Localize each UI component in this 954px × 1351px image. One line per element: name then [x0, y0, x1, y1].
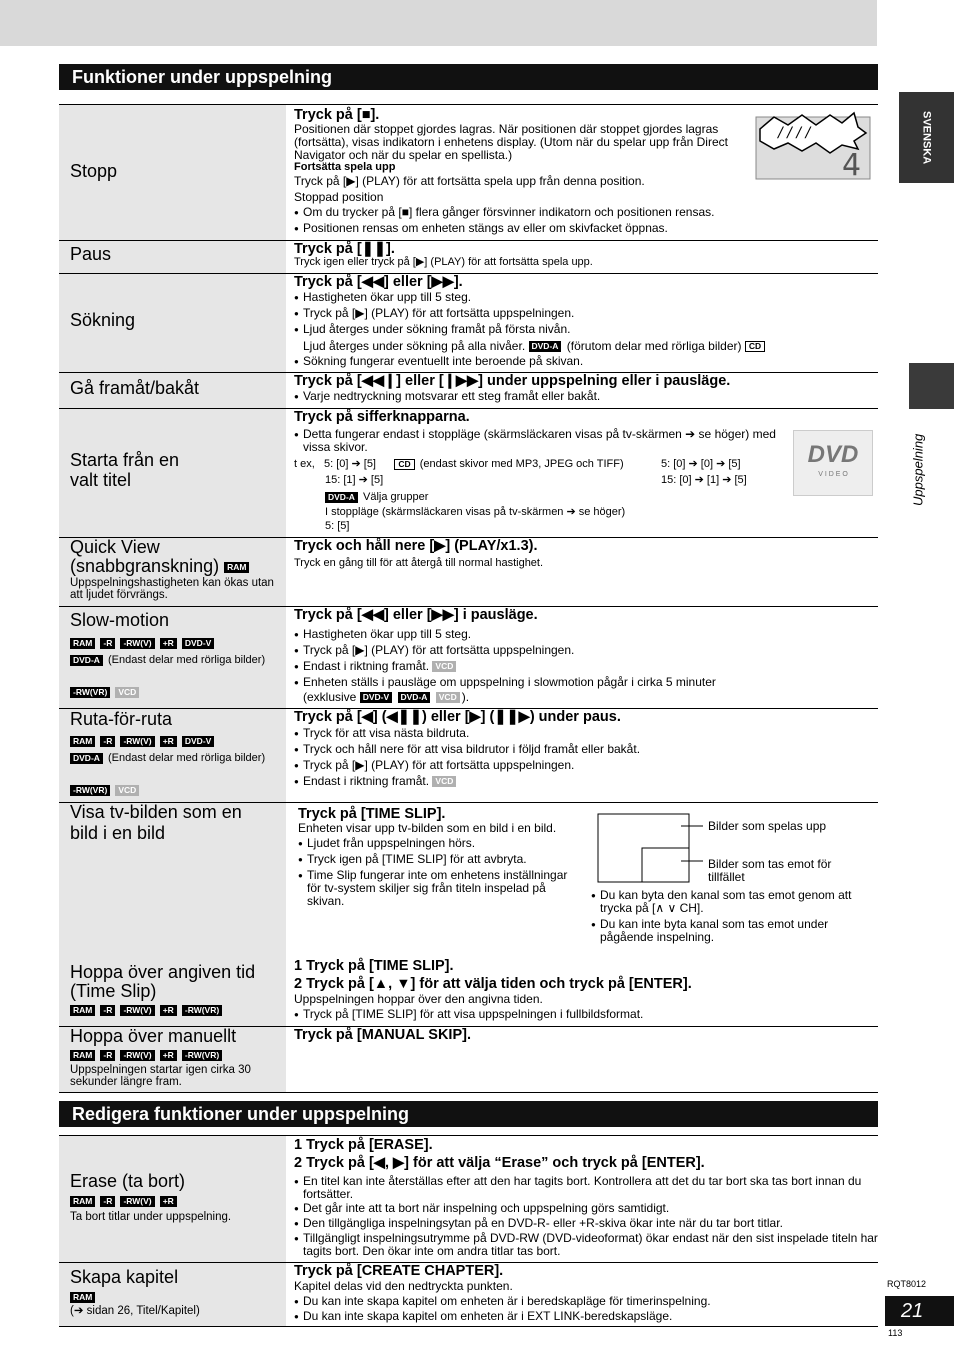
- row-quick-view: [59, 537, 878, 606]
- description: Ljud återges under sökning på alla nivåer.: [303, 339, 526, 353]
- bullet: Endast i riktning framåt.: [303, 774, 430, 788]
- page-number: 21: [885, 1296, 954, 1326]
- disc-badge-r: -R: [100, 638, 115, 649]
- disc-badge-ram: RAM: [70, 1292, 95, 1303]
- row-stop: [59, 104, 878, 240]
- section-header-playback: Funktioner under uppspelning: [59, 64, 878, 90]
- diagram-label-received: Bilder som tas emot för tillfället: [708, 857, 832, 884]
- instruction-step: 2 Tryck på [▲, ▼] för att välja tiden och tryck på [ENTER].: [294, 976, 692, 992]
- disc-badge-rwv: -RW(V): [120, 1005, 154, 1016]
- bullet: ● Ljudet från uppspelningen hörs.: [298, 837, 475, 850]
- bullet: ● Hastigheten ökar upp till 5 steg.: [294, 628, 471, 641]
- diagram-label-playback: Bilder som spelas upp: [708, 819, 827, 833]
- bullet: ● Tryck på [▶] (PLAY) för att fortsätta uppspelningen.: [294, 307, 574, 320]
- disc-badge-vcd: VCD: [115, 785, 139, 796]
- bullet: ● Du kan inte byta kanal som tas emot under pågående inspelning.: [591, 918, 875, 944]
- function-note: Uppspelningshastigheten kan ökas utan att ljudet förvrängs.: [70, 577, 274, 601]
- disc-badge-r: -R: [100, 1050, 115, 1061]
- display-indicator-illustration: [754, 109, 874, 183]
- disc-badge-ram: RAM: [70, 1005, 95, 1016]
- instruction: Tryck på [CREATE CHAPTER].: [294, 1263, 504, 1279]
- dvd-logo-subtext: V I D E O: [818, 471, 848, 478]
- svg-text:/ / / /: / / / /: [778, 125, 811, 141]
- disc-badge-ram: RAM: [70, 1050, 95, 1061]
- disc-badge-vcd: VCD: [115, 687, 139, 698]
- row-pause: [59, 240, 878, 273]
- disc-badge-r: -R: [100, 1005, 115, 1016]
- row-create-chapter: [59, 1262, 878, 1327]
- instruction: Tryck på [◀◀] eller [▶▶].: [294, 274, 463, 290]
- disc-badge-dvda: DVD-A: [325, 492, 358, 503]
- description: Tryck igen eller tryck på [▶] (PLAY) för att fortsätta spela upp.: [294, 256, 593, 268]
- row-erase: [59, 1135, 878, 1262]
- bullet: ● Den tillgängliga inspelningsytan på en DVD-R- eller +R-skiva ökar inte när du tar bort titlar.: [294, 1217, 783, 1230]
- description: Tryck en gång till för att återgå till normal hastighet.: [294, 557, 544, 569]
- function-note: (➔ sidan 26, Titel/Kapitel): [70, 1305, 200, 1317]
- bullet: ● Varje nedtryckning motsvarar ett steg framåt eller bakåt.: [294, 390, 600, 403]
- disc-badge-rwvr: -RW(VR): [70, 785, 110, 796]
- disc-badge-ram: RAM: [70, 736, 95, 747]
- description: Tryck på [▶] (PLAY) för att fortsätta spela upp från denna position.: [294, 174, 645, 188]
- function-name: Slow-motion: [70, 610, 170, 630]
- disc-badge-vcd: VCD: [432, 776, 456, 787]
- function-name: Hoppa över angiven tid: [70, 962, 256, 982]
- bullet: Endast i riktning framåt.: [303, 659, 430, 673]
- bullet: ● Tryck för att visa nästa bildruta.: [294, 727, 469, 740]
- disc-badge-dvda: DVD-A: [70, 753, 103, 764]
- bullet: ● Positionen rensas om enheten stängs av eller om skivfacket öppnas.: [294, 222, 668, 235]
- example-label: t ex,: [294, 458, 315, 470]
- function-name: Ruta-för-ruta: [70, 709, 173, 729]
- bullet: ● Detta fungerar endast i stoppläge (skärmsläckaren visas på tv-skärmen ➔ se höger) med vissa skivor.: [294, 428, 783, 454]
- page-number-small: 113: [888, 1328, 903, 1338]
- description: Stoppad position: [294, 190, 384, 204]
- bullet: ● Tryck och håll nere för att visa bildrutor i följd framåt eller bakåt.: [294, 743, 640, 756]
- description: Enheten visar upp tv-bilden som en bild i en bild.: [298, 821, 557, 835]
- row-search: [59, 273, 878, 372]
- function-name: valt titel: [70, 470, 132, 490]
- disc-badge-plusr: +R: [160, 1005, 177, 1016]
- description: Positionen där stoppet gjordes lagras. När positionen där stoppet gjordes lagras (fortsätta), visas indikatorn i enhetens display. (Utom när du spelar upp från Direct Navigator och när du spelar en spellista.): [294, 122, 728, 162]
- function-name: Sökning: [70, 310, 136, 330]
- disc-badge-ram: RAM: [70, 638, 95, 649]
- function-note: (Endast delar med rörliga bilder): [107, 752, 266, 764]
- function-name: Stopp: [70, 161, 118, 181]
- function-name: Paus: [70, 244, 112, 264]
- example: 5: [5]: [325, 520, 350, 532]
- disc-badge-vcd: VCD: [432, 661, 456, 672]
- disc-badge-rwv: -RW(V): [120, 1050, 154, 1061]
- row-frame-by-frame: [59, 708, 878, 802]
- row-time-slip: [59, 802, 878, 1026]
- instruction: Tryck på [◀◀] eller [▶▶] i pausläge.: [294, 607, 538, 623]
- disc-badge-dvdv: DVD-V: [182, 638, 214, 649]
- disc-badge-plusr: +R: [160, 1050, 177, 1061]
- function-name: (Time Slip): [70, 981, 157, 1001]
- disc-badge-ram: RAM: [70, 1196, 95, 1207]
- document-code: RQT8012: [887, 1279, 927, 1289]
- instruction: Tryck på [◀◀❙] eller [❙▶▶] under uppspelning eller i pausläge.: [294, 373, 731, 389]
- instruction: Tryck på sifferknapparna.: [294, 409, 470, 425]
- description: I stoppläge (skärmsläckaren visas på tv-skärmen ➔ se höger): [325, 506, 626, 518]
- instruction: Tryck på [❚❚].: [294, 241, 395, 257]
- description: Uppspelningen hoppar över den angivna tiden.: [294, 992, 543, 1006]
- disc-badge-dvdv: DVD-V: [182, 736, 214, 747]
- disc-badge-rwv: -RW(V): [120, 638, 154, 649]
- row-skip: [59, 372, 878, 408]
- function-name: Gå framåt/bakåt: [70, 378, 200, 398]
- instruction: Tryck på [■].: [294, 107, 380, 123]
- disc-badge-rwvr: -RW(VR): [70, 687, 110, 698]
- example-note: (endast skivor med MP3, JPEG och TIFF): [419, 458, 624, 470]
- function-name: Hoppa över manuellt: [70, 1026, 237, 1046]
- function-name: Quick View: [70, 537, 160, 557]
- disc-badge-dvda: DVD-A: [529, 341, 562, 352]
- disc-badge-plusr: +R: [160, 1196, 177, 1207]
- disc-badge-rwv: -RW(V): [120, 736, 154, 747]
- subheading: Fortsätta spela upp: [294, 161, 396, 173]
- disc-badge-dvda: DVD-A: [398, 692, 431, 703]
- example: 15: [1] ➔ [5]: [325, 474, 384, 486]
- description: (exklusive: [303, 690, 357, 704]
- bullet: ● Sökning fungerar eventuellt inte beroende på skivan.: [294, 355, 583, 368]
- row-start-title: [59, 408, 878, 537]
- function-name: (snabbgranskning): [70, 556, 220, 576]
- description: Kapitel delas vid den nedtryckta punkten.: [294, 1279, 513, 1293]
- disc-badge-r: -R: [100, 736, 115, 747]
- instruction-step: 1 Tryck på [ERASE].: [294, 1137, 433, 1153]
- instruction: Tryck på [◀] (◀❚❚) eller [▶] (❚❚▶) under paus.: [294, 709, 621, 725]
- disc-badge-dvda: DVD-A: [70, 655, 103, 666]
- chapter-marker: [909, 363, 954, 409]
- disc-badge-cd: CD: [394, 459, 414, 470]
- bullet: ● En titel kan inte återställas efter att den har tagits bort. Kontrollera att det du tar bort ska tas bort innan du fortsätter.: [294, 1175, 873, 1201]
- bullet: ● Tryck på [TIME SLIP] för att visa uppspelningen i fullbildsformat.: [294, 1008, 643, 1021]
- instruction: Tryck på [MANUAL SKIP].: [294, 1027, 471, 1043]
- description: (förutom delar med rörliga bilder): [566, 339, 742, 353]
- bullet: ● Tryck igen på [TIME SLIP] för att avbryta.: [298, 853, 527, 866]
- disc-badge-r: -R: [100, 1196, 115, 1207]
- bullet: ● Ljud återges under sökning framåt på första nivån.: [294, 323, 571, 336]
- disc-badge-ram: RAM: [224, 562, 249, 573]
- bullet: ● Du kan inte skapa kapitel om enheten är i beredskapläge för timerinspelning.: [294, 1295, 711, 1308]
- example: 5: [0] ➔ [0] ➔ [5]: [661, 458, 741, 470]
- function-name: bild i en bild: [70, 823, 166, 843]
- row-slow-motion: Slow-motion RAM -R -RW(V) +R DVD-V DVD-A (Endast delar med rörliga bilder) -RW(VR) VCD Tryck på [◀◀] eller [▶▶] i pausläge. ● Hastigheten ökar upp till 5 steg. ● Tryck på [▶] (PLAY) för att fortsätta uppspelningen. ● Endast i riktning framåt. VCD ● Enheten ställs i pausläge om uppspelning i slowmotion pågår i cirka 5 minuter (exklusive DVD-V DVD-A VCD ).: [59, 606, 878, 708]
- bullet: ● Du kan inte skapa kapitel om enheten är i EXT LINK-beredskapsläge.: [294, 1310, 672, 1323]
- bullet: ● Det går inte att ta bort när inspelning och uppspelning görs samtidigt.: [294, 1202, 669, 1215]
- bullet: ● Tillgängligt inspelningsutrymme på DVD-RW (DVD-videoformat) ökar endast när den sist inspelade titeln har tagits bort. Den ökar inte om andra titlar tas bort.: [294, 1232, 878, 1258]
- disc-badge-plusr: +R: [160, 736, 177, 747]
- description: Välja grupper: [362, 491, 429, 503]
- disc-badge-dvdv: DVD-V: [360, 692, 392, 703]
- language-tab: [899, 92, 954, 183]
- instruction-step: 2 Tryck på [◀, ▶] för att välja “Erase” och tryck på [ENTER].: [294, 1155, 705, 1171]
- bullet: ● Enheten ställs i pausläge om uppspelning i slowmotion pågår i cirka 5 minuter: [294, 676, 716, 689]
- bullet: ● Time Slip fungerar inte om enhetens inställningar för tv-system skiljer sig från titeln inspelad på skivan.: [298, 869, 577, 908]
- top-bar: [0, 0, 877, 46]
- function-name: Erase (ta bort): [70, 1171, 186, 1191]
- disc-badge-plusr: +R: [160, 638, 177, 649]
- disc-badge-rwvr: -RW(VR): [182, 1050, 222, 1061]
- svg-text:4: 4: [842, 148, 862, 183]
- instruction-step: 1 Tryck på [TIME SLIP].: [294, 958, 454, 974]
- function-name: Visa tv-bilden som en: [70, 802, 242, 822]
- bullet: ● Om du trycker på [■] flera gånger försvinner indikatorn och positionen rensas.: [294, 206, 714, 219]
- section-header-editing: Redigera funktioner under uppspelning: [59, 1101, 878, 1127]
- dvd-logo-screensaver: [793, 430, 873, 496]
- instruction: Tryck på [TIME SLIP].: [298, 806, 446, 822]
- bullet: ● Tryck på [▶] (PLAY) för att fortsätta uppspelningen.: [294, 759, 574, 772]
- instruction: Tryck och håll nere [▶] (PLAY/x1.3).: [294, 538, 538, 554]
- function-name: Skapa kapitel: [70, 1267, 179, 1287]
- function-note: Ta bort titlar under uppspelning.: [70, 1211, 232, 1223]
- bullet: ● Hastigheten ökar upp till 5 steg.: [294, 291, 471, 304]
- language-tab-label: SVENSKA: [920, 110, 933, 165]
- example: 5: [0] ➔ [5]: [323, 458, 376, 470]
- chapter-label: Uppspelning: [910, 433, 926, 507]
- disc-badge-vcd: VCD: [436, 692, 460, 703]
- function-note: (Endast delar med rörliga bilder): [107, 654, 266, 666]
- bullet: ● Du kan byta den kanal som tas emot genom att trycka på [∧ ∨ CH].: [591, 889, 875, 915]
- dvd-logo-text: DVD: [807, 441, 859, 468]
- row-manual-skip: [59, 1026, 878, 1093]
- disc-badge-cd: CD: [745, 341, 765, 352]
- function-name: Starta från en: [70, 450, 180, 470]
- example: 15: [0] ➔ [1] ➔ [5]: [661, 474, 747, 486]
- disc-badge-rwv: -RW(V): [120, 1196, 154, 1207]
- bullet: ● Tryck på [▶] (PLAY) för att fortsätta uppspelningen.: [294, 644, 574, 657]
- function-note: Uppspelningen startar igen cirka 30 sekunder längre fram.: [70, 1064, 251, 1088]
- disc-badge-rwvr: -RW(VR): [182, 1005, 222, 1016]
